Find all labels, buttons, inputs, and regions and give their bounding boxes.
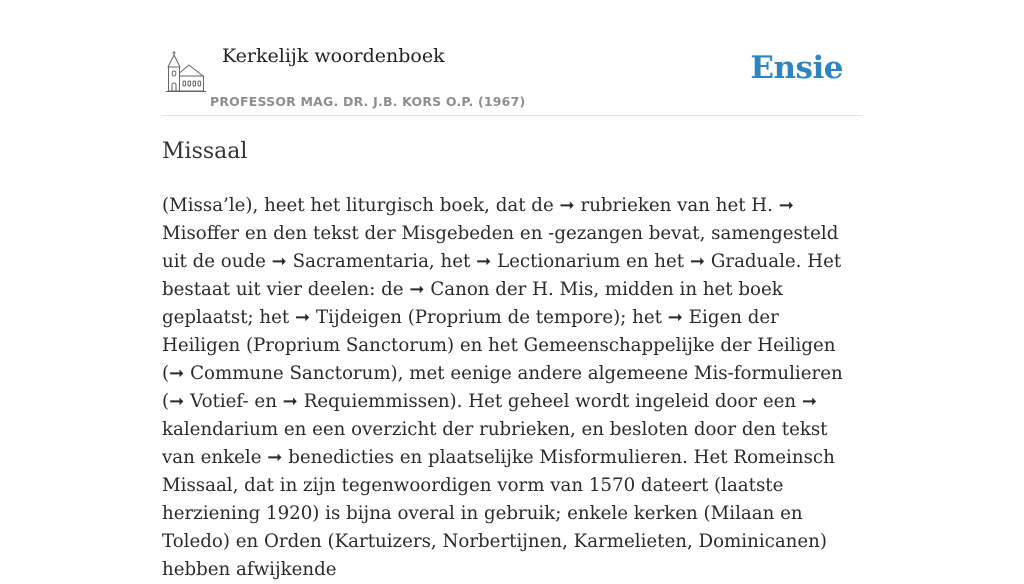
brand-logo[interactable]: Ensie [750, 50, 843, 86]
dictionary-title[interactable]: Kerkelijk woordenboek [222, 45, 445, 67]
dictionary-author: PROFESSOR MAG. DR. J.B. KORS O.P. (1967) [210, 94, 526, 109]
entry-paragraph: (Missa’le), heet het liturgisch boek, dat de ➞ rubrieken van het H. ➞ Misoffer en den tekst der Misgebeden en -gezangen bevat, samengesteld uit de oude ➞ Sacramentaria, het ➞ Lectionarium en het ➞ Graduale. Het bestaat uit vier deelen: de ➞ Canon der H. Mis, midden in het boek geplaatst; het ➞ Tijdeigen (Proprium de tempore); het ➞ Eigen der Heiligen (Proprium Sanctorum) en het Gemeenschappelijke der Heiligen (➞ Commune Sanctorum), met eenige andere algemeene Mis-formulieren (➞ Votief- en ➞ Requiemmissen). Het geheel wordt ingeleid door een ➞ kalendarium en een overzicht der rubrieken, en besloten door den tekst van enkele ➞ benedicties en plaatselijke Misformulieren. Het Romeinsch Missaal, dat in zijn tegenwoordigen vorm van 1570 dateert (laatste herziening 1920) is bijna overal in gebruik; enkele kerken (Milaan en Toledo) en Orden (Kartuizers, Norbertijnen, Karmelieten, Dominicanen) hebben afwijkende [162, 195, 843, 580]
church-icon [165, 50, 207, 94]
entry-title: Missaal [162, 139, 248, 164]
dictionary-header [162, 36, 862, 116]
entry-body [162, 192, 862, 584]
